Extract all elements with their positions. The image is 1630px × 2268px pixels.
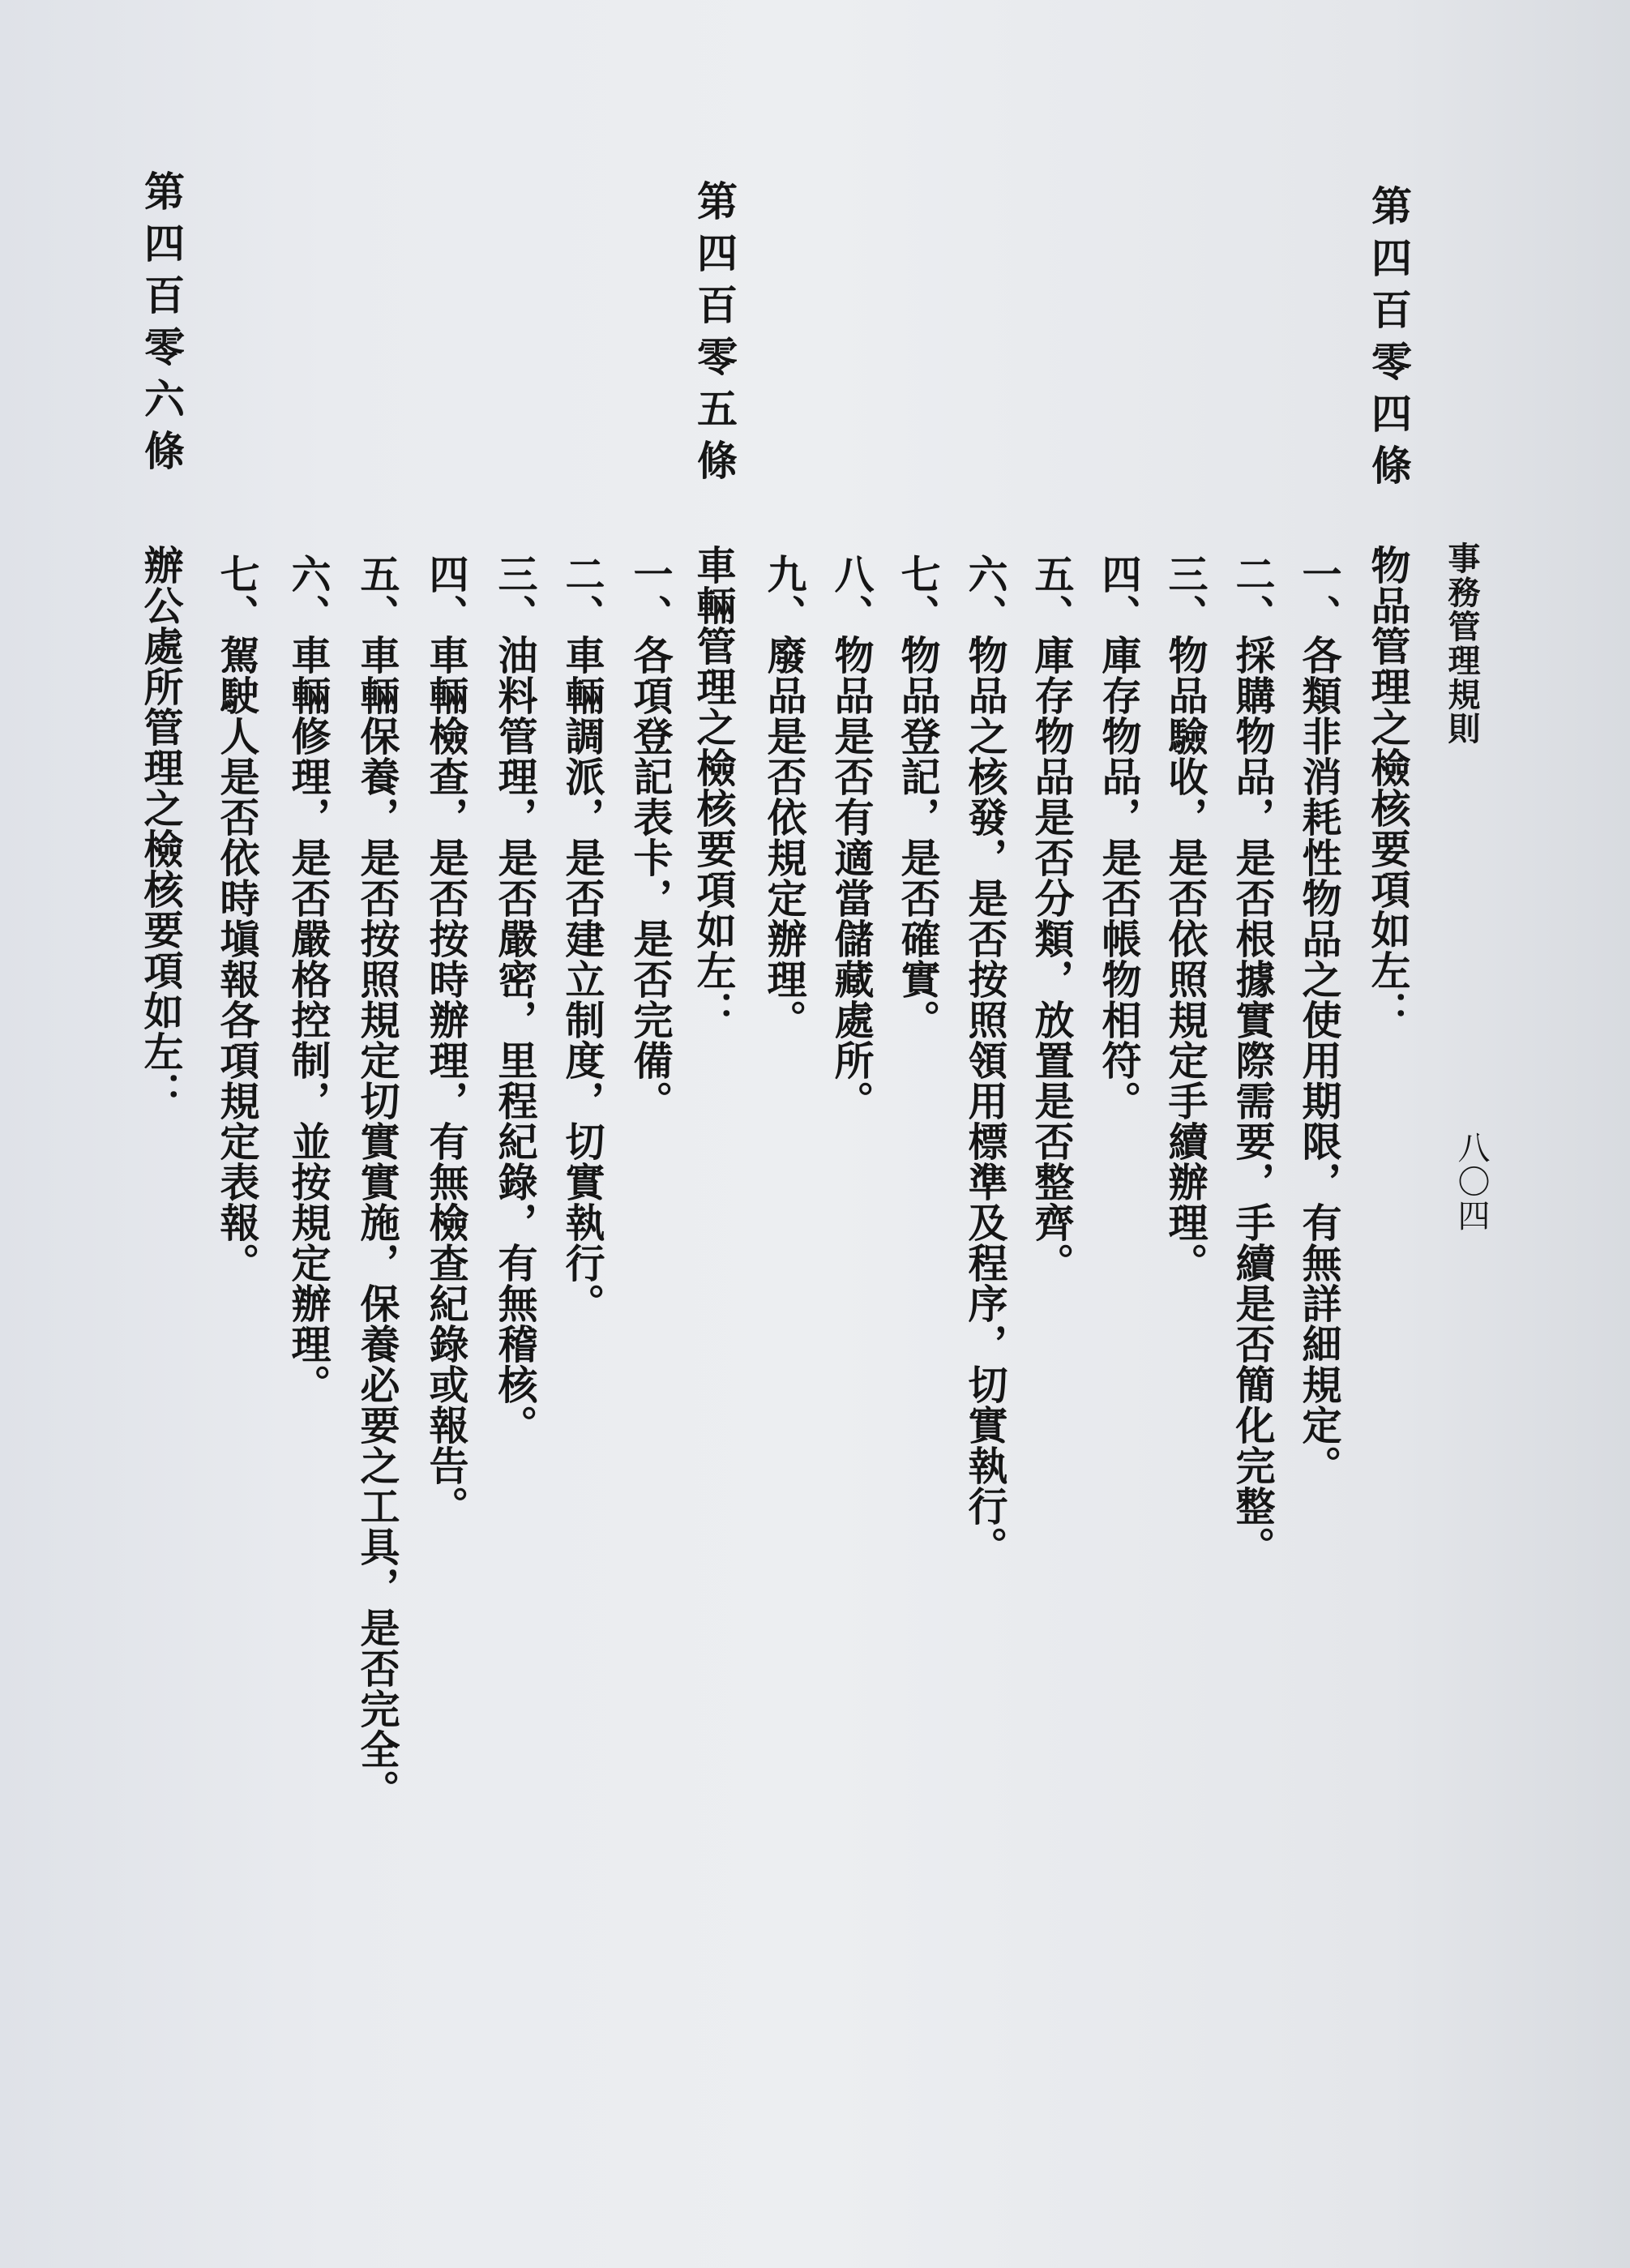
list-item: 七、駕駛人是否依時塡報各項規定表報。 [214, 554, 260, 1283]
list-item: 五、庫存物品是否分類，放置是否整齊。 [1029, 554, 1075, 1283]
list-item: 一、各項登記表卡，是否完備。 [627, 554, 674, 1121]
article-heading-404: 第四百零四條 [1365, 185, 1412, 496]
list-item: 六、物品之核發，是否按照領用標準及程序，切實執行。 [962, 554, 1008, 1567]
list-item: 三、油料管理，是否嚴密，里程紀錄，有無稽核。 [492, 554, 538, 1445]
list-item: 四、庫存物品，是否帳物相符。 [1096, 554, 1142, 1121]
list-item: 八、物品是否有適當儲藏處所。 [828, 554, 875, 1121]
article-intro-405: 車輛管理之檢核要項如左： [691, 545, 737, 1031]
running-title: 事務管理規則 [1443, 541, 1480, 746]
article-heading-405: 第四百零五條 [691, 180, 738, 491]
page-number: 八〇四 [1452, 1131, 1490, 1233]
list-item: 五、車輛保養，是否按照規定切實實施，保養必要之工具，是否完全。 [354, 554, 400, 1810]
list-item: 二、車輛調派，是否建立制度，切實執行。 [559, 554, 605, 1324]
article-intro-406: 辦公處所管理之檢核要項如左： [138, 545, 184, 1112]
article-intro-404: 物品管理之檢核要項如左： [1365, 545, 1411, 1031]
list-item: 二、採購物品，是否根據實際需要，手續是否簡化完整。 [1230, 554, 1276, 1567]
bleed-through-text [519, 170, 565, 576]
list-item: 九、廢品是否依規定辦理。 [761, 554, 807, 1040]
list-item: 一、各類非消耗性物品之使用期限，有無詳細規定。 [1296, 554, 1342, 1486]
list-item: 四、車輛檢查，是否按時辦理，有無檢查紀錄或報告。 [423, 554, 469, 1526]
list-item: 六、車輛修理，是否嚴格控制，並按規定辦理。 [285, 554, 332, 1405]
article-heading-406: 第四百零六條 [138, 170, 185, 481]
list-item: 三、物品驗收，是否依照規定手續辦理。 [1162, 554, 1209, 1283]
list-item: 七、物品登記，是否確實。 [895, 554, 941, 1040]
